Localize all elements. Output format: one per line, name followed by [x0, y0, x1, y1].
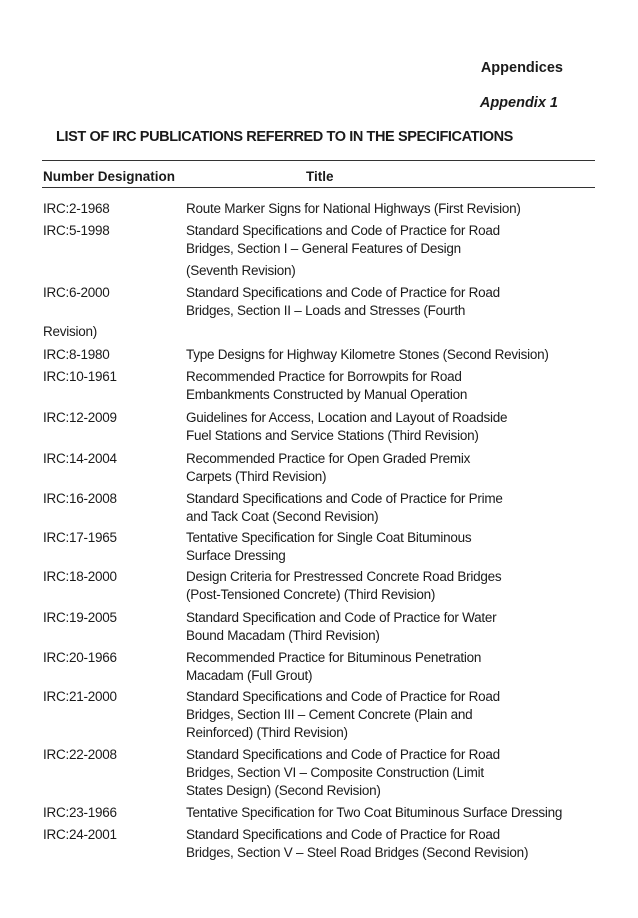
table-row — [0, 284, 638, 320]
publication-title — [186, 490, 606, 526]
publication-number: IRC:22-2008 — [43, 747, 117, 762]
publication-number: IRC:19-2005 — [43, 610, 117, 625]
publication-number: IRC:12-2009 — [43, 410, 117, 425]
publication-title-line: (Seventh Revision) — [186, 263, 296, 278]
publication-title — [186, 200, 606, 218]
publication-title-line: Bridges, Section I – General Features of Design — [186, 241, 461, 256]
publication-title-line: Recommended Practice for Bituminous Penetration — [186, 650, 482, 665]
publication-title-line: Design Criteria for Prestressed Concrete Road Bridges — [186, 569, 502, 584]
publication-title-line: Standard Specifications and Code of Practice for Road — [186, 285, 500, 300]
publication-title-line: Type Designs for Highway Kilometre Stones (Second Revision) — [186, 347, 549, 362]
table-row — [0, 826, 638, 862]
publication-title-line: Standard Specifications and Code of Practice for Road — [186, 689, 500, 704]
publication-number: IRC:10-1961 — [43, 369, 117, 384]
table-row — [0, 450, 638, 486]
publication-title-line: Bridges, Section VI – Composite Construction (Limit — [186, 765, 484, 780]
publications-table — [0, 196, 638, 862]
publication-title — [186, 346, 606, 364]
appendix-label: Appendix 1 — [479, 95, 558, 111]
publication-title — [186, 222, 606, 280]
publication-title — [186, 649, 606, 685]
publication-title — [186, 368, 606, 404]
publication-title-line: Reinforced) (Third Revision) — [186, 725, 348, 740]
publication-number: IRC:17-1965 — [43, 530, 117, 545]
publication-title-line: States Design) (Second Revision) — [186, 783, 381, 798]
publication-title-line: Standard Specifications and Code of Practice for Road — [186, 747, 500, 762]
page-title: LIST OF IRC PUBLICATIONS REFERRED TO IN THE SPECIFICATIONS — [56, 129, 513, 145]
publication-number: IRC:21-2000 — [43, 689, 117, 704]
publication-title-line: Surface Dressing — [186, 548, 286, 563]
publication-number: IRC:23-1966 — [43, 805, 117, 820]
publication-title-line: Tentative Specification for Two Coat Bituminous Surface Dressing — [186, 805, 563, 820]
table-row — [0, 222, 638, 280]
table-header-rule — [42, 187, 595, 188]
publication-title-line: Bridges, Section III – Cement Concrete (Plain and — [186, 707, 473, 722]
publication-title — [186, 568, 606, 604]
table-row — [0, 649, 638, 685]
publication-title-line: Fuel Stations and Service Stations (Third Revision) — [186, 428, 479, 443]
column-header-title: Title — [306, 169, 334, 184]
publication-title — [186, 609, 606, 645]
publication-number: IRC:8-1980 — [43, 347, 110, 362]
running-header-appendices: Appendices — [480, 60, 563, 76]
table-row — [0, 688, 638, 742]
table-row — [0, 368, 638, 404]
publication-title-line: Recommended Practice for Borrowpits for Road — [186, 369, 462, 384]
publication-title-line: Standard Specifications and Code of Practice for Prime — [186, 491, 503, 506]
table-row — [0, 746, 638, 800]
publication-title-line: Standard Specifications and Code of Practice for Road — [186, 827, 500, 842]
publication-title-line: Guidelines for Access, Location and Layout of Roadside — [186, 410, 508, 425]
publication-title — [186, 529, 606, 565]
publication-title — [186, 284, 606, 320]
table-top-rule — [42, 160, 595, 161]
publication-title-line: Macadam (Full Grout) — [186, 668, 313, 683]
publication-title-continuation: Revision) — [43, 324, 98, 339]
publication-title — [186, 688, 606, 742]
column-header-number: Number Designation — [43, 169, 176, 184]
publication-number: IRC:24-2001 — [43, 827, 117, 842]
publication-number: IRC:6-2000 — [43, 285, 110, 300]
publication-number: IRC:18-2000 — [43, 569, 117, 584]
publication-title-line: Standard Specifications and Code of Practice for Road — [186, 223, 500, 238]
publication-title-line: Carpets (Third Revision) — [186, 469, 327, 484]
publication-title — [186, 450, 606, 486]
table-row — [0, 804, 638, 822]
publication-title-line: Standard Specification and Code of Practice for Water — [186, 610, 497, 625]
publication-title-line: (Post-Tensioned Concrete) (Third Revision) — [186, 587, 436, 602]
table-row — [0, 409, 638, 445]
table-row — [0, 490, 638, 526]
publication-number: IRC:5-1998 — [43, 223, 110, 238]
publication-number: IRC:20-1966 — [43, 650, 117, 665]
publication-title-line: Tentative Specification for Single Coat Bituminous — [186, 530, 472, 545]
publication-title — [186, 804, 606, 822]
publication-title — [186, 409, 606, 445]
table-row — [0, 200, 638, 218]
table-row — [0, 568, 638, 604]
publication-title-line: and Tack Coat (Second Revision) — [186, 509, 379, 524]
publication-title-line: Bridges, Section V – Steel Road Bridges (Second Revision) — [186, 845, 529, 860]
publication-title-line: Bridges, Section II – Loads and Stresses (Fourth — [186, 303, 466, 318]
publication-title-line: Recommended Practice for Open Graded Premix — [186, 451, 471, 466]
publication-title-line: Bound Macadam (Third Revision) — [186, 628, 380, 643]
table-row — [0, 529, 638, 565]
publication-title-line: Route Marker Signs for National Highways (First Revision) — [186, 201, 521, 216]
table-row — [0, 609, 638, 645]
publication-title — [186, 826, 606, 862]
publication-title-line: Embankments Constructed by Manual Operation — [186, 387, 468, 402]
table-row — [0, 346, 638, 364]
publication-title — [186, 746, 606, 800]
publication-number: IRC:14-2004 — [43, 451, 117, 466]
publication-number: IRC:2-1968 — [43, 201, 110, 216]
publication-number: IRC:16-2008 — [43, 491, 117, 506]
